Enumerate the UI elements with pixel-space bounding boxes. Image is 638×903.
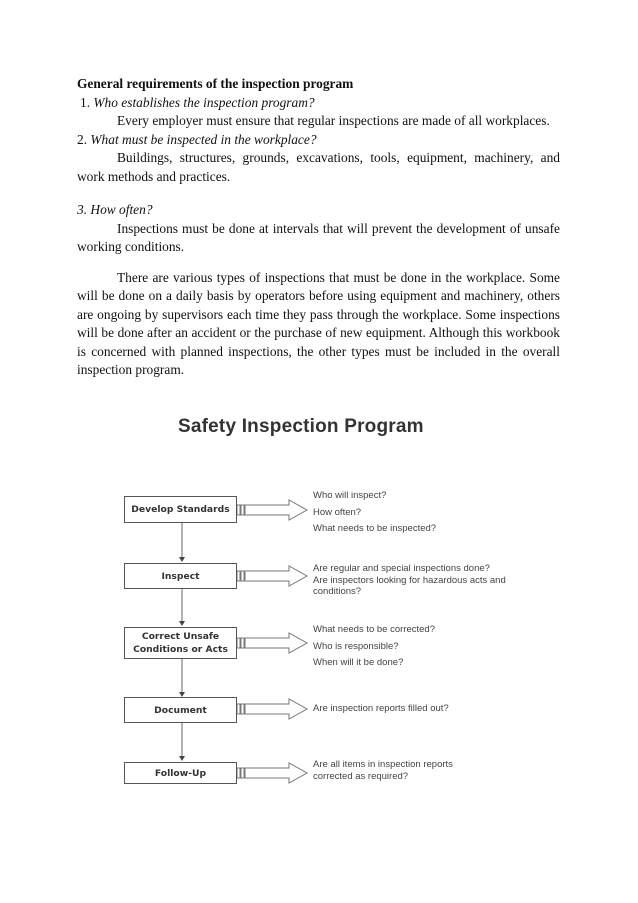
question-line: When will it be done? bbox=[313, 657, 404, 668]
questions-follow-up bbox=[313, 759, 453, 782]
question-line: What needs to be inspected? bbox=[313, 523, 437, 534]
question-line: Who is responsible? bbox=[313, 640, 399, 652]
questions-document bbox=[313, 703, 449, 715]
question-number: 1. bbox=[80, 94, 91, 110]
step-follow-up: Follow-Up bbox=[124, 762, 237, 784]
question-text: Who establishes the inspection program? bbox=[93, 94, 315, 110]
section-heading: General requirements of the inspection program bbox=[77, 76, 354, 91]
questions-correct-unsafe bbox=[313, 622, 435, 672]
step-correct-unsafe bbox=[124, 627, 237, 659]
step-label-line: Conditions or Acts bbox=[133, 644, 228, 655]
question-line: Are all items in inspection reports bbox=[313, 759, 453, 770]
answer-3: Inspections must be done at intervals that will prevent the development of unsafe working conditions. bbox=[77, 220, 560, 254]
questions-develop-standards bbox=[313, 488, 436, 538]
question-line: corrected as required? bbox=[313, 770, 409, 782]
question-line: Are inspection reports filled out? bbox=[313, 703, 449, 714]
diagram-title: Safety Inspection Program bbox=[178, 416, 424, 437]
question-text: What must be inspected in the workplace? bbox=[90, 131, 317, 147]
answer-2: Buildings, structures, grounds, excavations, tools, equipment, machinery, and work methods and practices. bbox=[77, 150, 560, 184]
question-line: Who will inspect? bbox=[313, 490, 387, 501]
question-text: How often? bbox=[90, 202, 153, 217]
questions-inspect bbox=[313, 563, 506, 598]
question-line: conditions? bbox=[313, 586, 362, 597]
answer-1: Every employer must ensure that regular inspections are made of all workplaces. bbox=[117, 113, 550, 128]
question-line: Are regular and special inspections done? bbox=[313, 563, 490, 574]
question-number: 2. bbox=[77, 131, 88, 147]
step-inspect: Inspect bbox=[124, 563, 237, 589]
question-line: How often? bbox=[313, 506, 362, 518]
arrow-icons bbox=[237, 500, 307, 783]
step-label-line: Correct Unsafe bbox=[141, 631, 220, 642]
question-line: Are inspectors looking for hazardous acts and bbox=[313, 574, 506, 586]
question-number: 3. bbox=[77, 202, 88, 217]
question-line: What needs to be corrected? bbox=[313, 624, 435, 635]
step-document: Document bbox=[124, 697, 237, 723]
step-develop-standards: Develop Standards bbox=[124, 496, 237, 523]
body-paragraph: There are various types of inspections that must be done in the workplace. Some will be done on a daily basis by operators before using equipment and machinery, others are ongoing by supervisors each time they pass through the workplace. Some inspections will be done after an accident or the purchase of new equipment. Although this workbook is concerned with planned inspections, the other types must be included in the overall inspection program. bbox=[77, 269, 560, 377]
